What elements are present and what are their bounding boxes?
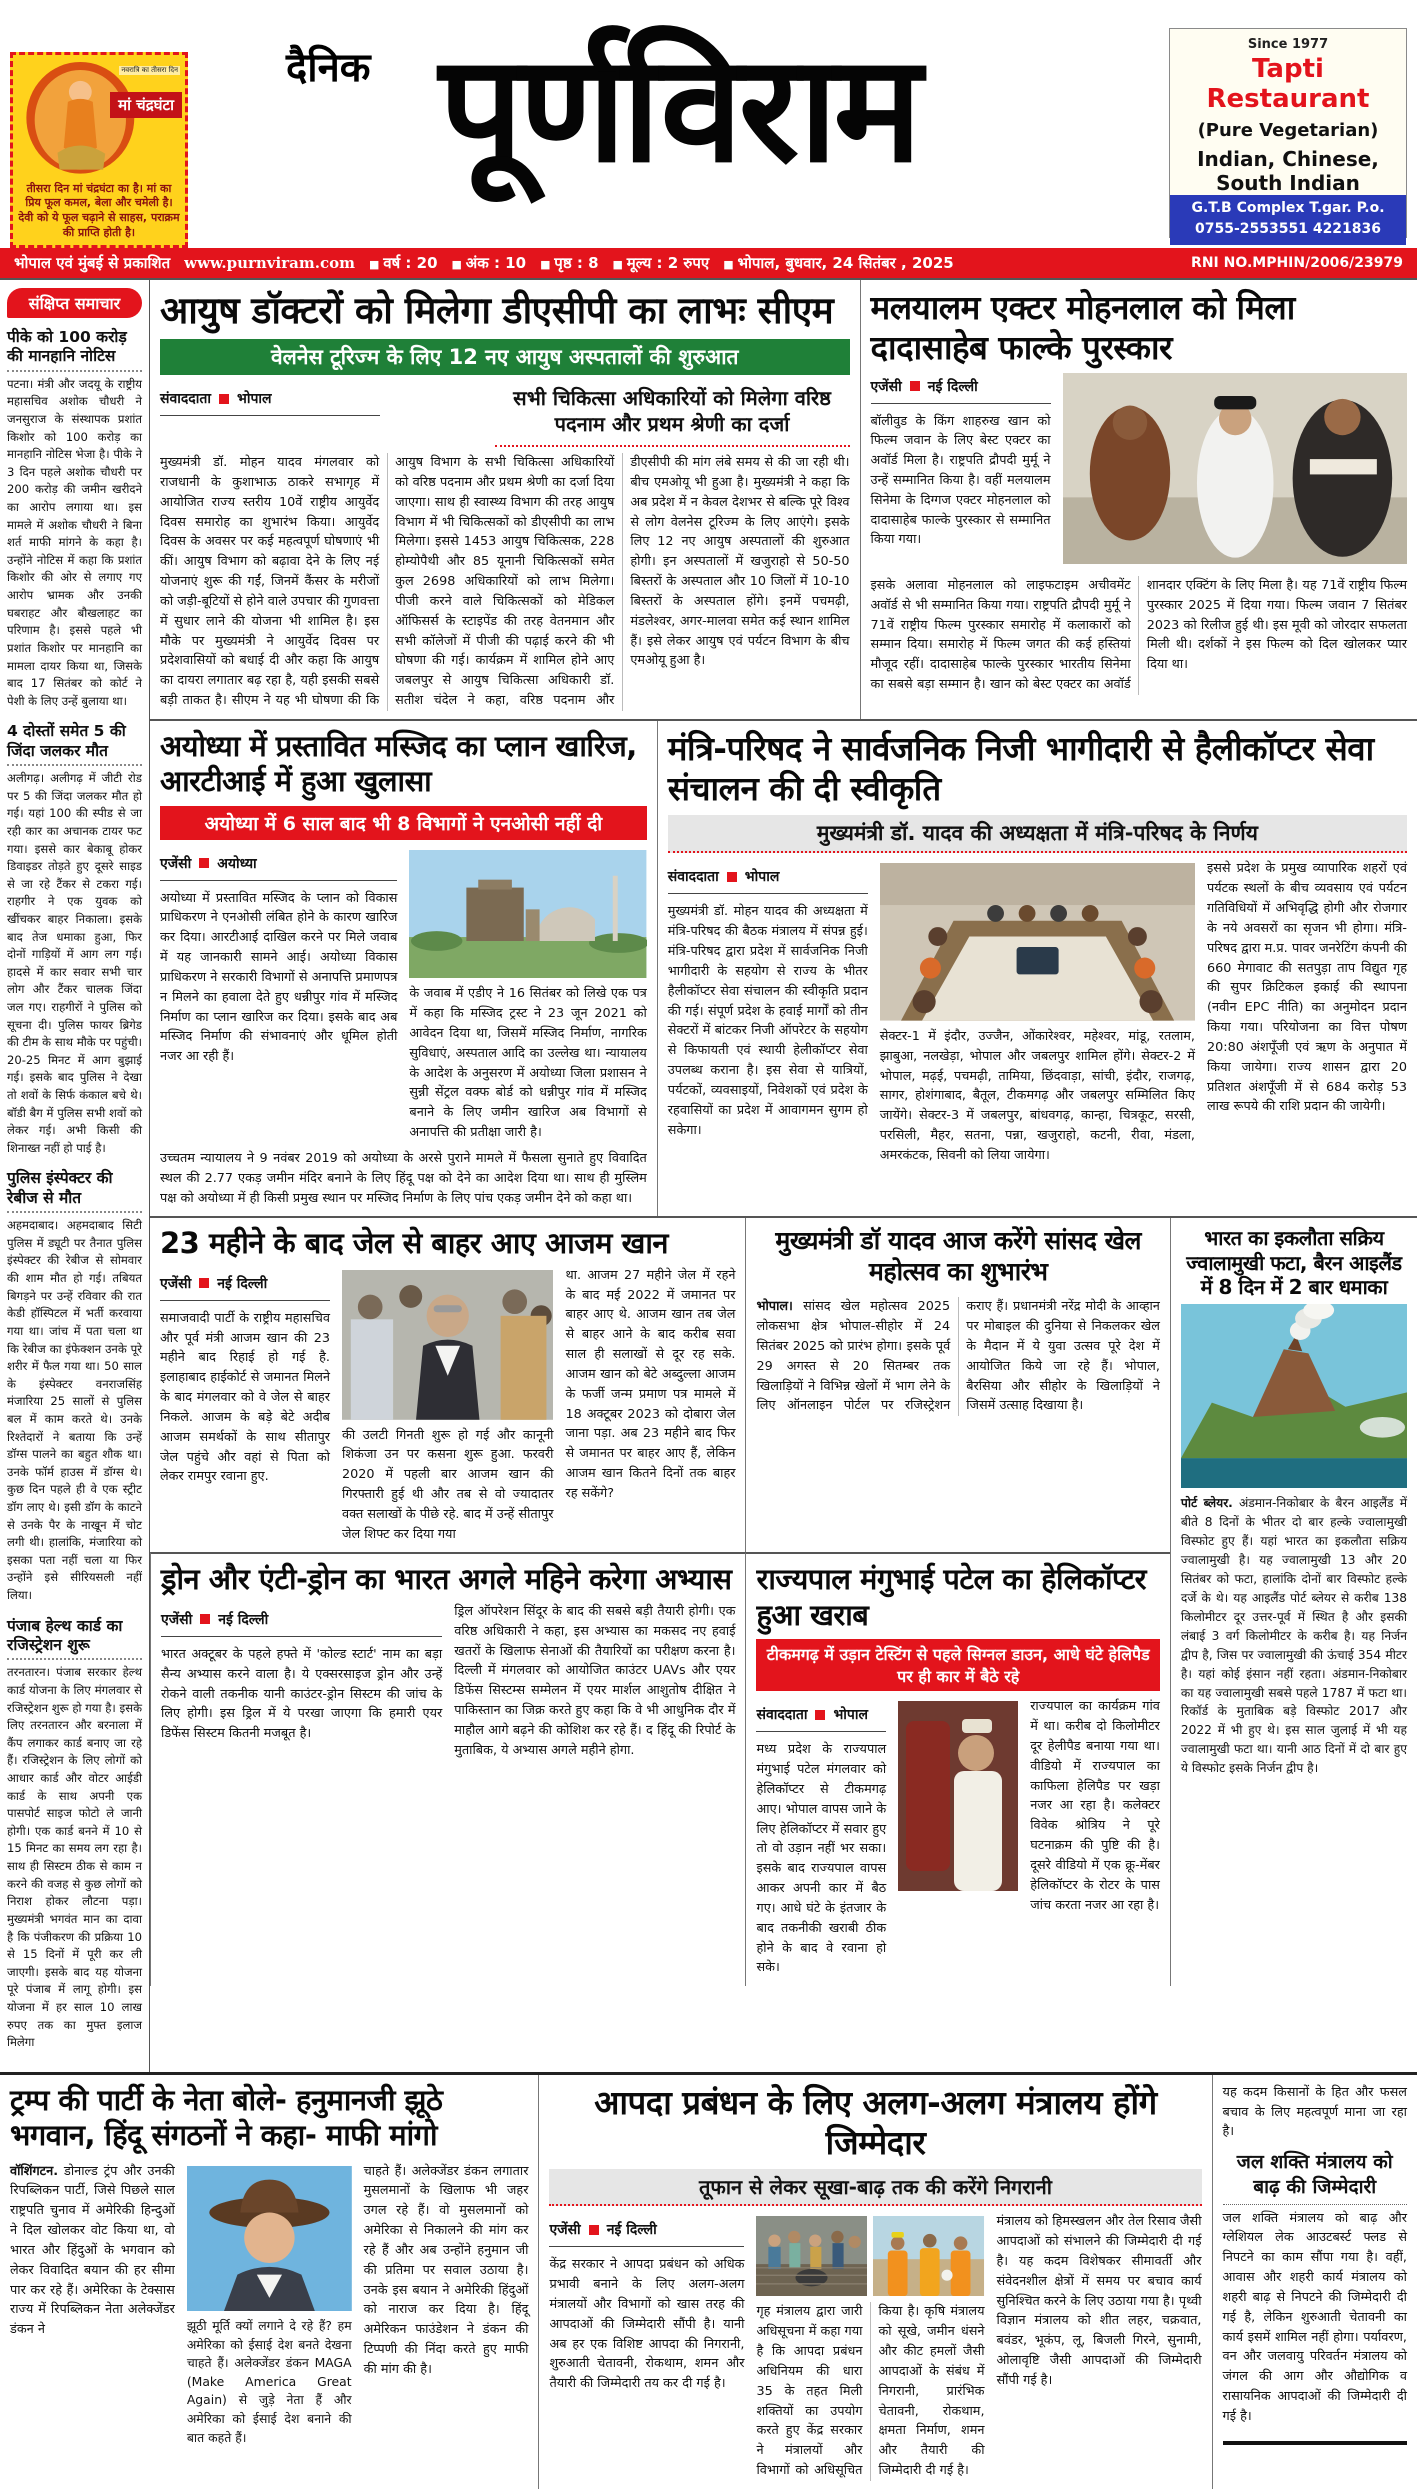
article-body: के जवाब में एडीए ने 16 सितंबर को लिखे एक पत्र में कहा कि मस्जिद ट्रस्ट ने 23 जून 2021 को आवेदन दिया था, जिसमें मस्जिद निर्माण, नागरिक सुविधाएं, अस्पताल आदि का उल्लेख था। न्यायालय के आदेश के अनुसरण में अयोध्या जिला प्रशासन ने सुन्नी सेंट्रल वक्फ बोर्ड को धन्नीपुर गांव में मस्जिद बनाने के लिए जमीन खारिज अब विभागों से अनापत्ति की प्रतीक्षा जारी है।	[409, 986, 647, 1141]
mosque-render-illustration	[409, 850, 646, 979]
article-khel-mahotsav	[745, 1218, 1169, 1552]
year-label: ■ वर्ष : 20	[369, 253, 438, 273]
article-body: की उलटी गिनती शुरू हो गई और कानूनी शिकंजा उन पर कसना शुरू हुआ. फरवरी 2020 में पहली बार आजम खान की गिरफ्तारी हुई थी और तब से वो ज्यादातर वक्त सलाखों के पीछे रहे. बाद में उन्हें सीतापुर जेल शिफ्ट कर दिया गया	[342, 1427, 554, 1542]
website-link[interactable]: www.purnviram.com	[184, 254, 355, 272]
article-band: मुख्यमंत्री डॉ. यादव की अध्यक्षता में मंत्रि-परिषद के निर्णय	[668, 815, 1407, 853]
article-body: बॉलीवुड के किंग शाहरुख खान को फिल्म जवान के लिए बेस्ट एक्टर का अवॉर्ड मिला है। राष्ट्रपति द्रौपदी मुर्मू ने उन्हें सम्मानित किया है। वहीं मलयालम सिनेमा के दिग्गज एक्टर मोहनलाल को दादासाहेब फाल्के पुरस्कार से सम्मानित किया गया।	[870, 413, 1051, 548]
article-body: भारत अक्टूबर के पहले हफ्ते में 'कोल्ड स्टार्ट' नाम का बड़ा सैन्य अभ्यास करने वाला है। ये एक्सरसाइज ड्रोन और उन्हें रोकने वाली तकनीक यानी काउंटर-ड्रोन सिस्टम की जांच के लिए होगी। इस ड्रिल में ये परखा जाएगा कि हमारी एयर डिफेंस सिस्टम कितनी मजबूत है।	[161, 1646, 443, 1742]
cowboy-portrait-illustration	[187, 2166, 352, 2311]
article-body: उच्चतम न्यायालय ने 9 नवंबर 2019 को अयोध्या के अरसे पुराने मामले में फैसला सुनाते हुए विवादित स्थल की 2.77 एकड़ जमीन मंदिर बनाने के लिए हिंदू पक्ष को देने का आदेश दिया था। साथ ही मुस्लिम पक्ष को अयोध्या में ही किसी प्रमुख स्थान पर मस्जिद निर्माण के लिए पांच एकड़ जमीन देने को कहा था।	[160, 1150, 647, 1206]
article-headline: आपदा प्रबंधन के लिए अलग-अलग मंत्रालय होंगे जिम्मेदार	[594, 2082, 1157, 2163]
brief-headline: पीके को 100 करोड़ की मानहानि नोटिस	[7, 328, 142, 372]
byline-square-icon	[199, 1278, 209, 1288]
rni-number: RNI NO.MPHIN/2006/23979	[1191, 255, 1403, 271]
article-band: वेलनेस टूरिज्म के लिए 12 नए आयुष अस्पतालों की शुरुआत	[160, 339, 850, 375]
nameplate-title: पूर्णविराम	[438, 23, 919, 195]
article-body: मध्य प्रदेश के राज्यपाल मंगुभाई पटेल मंगलवार को हेलिकॉप्टर से टीकमगढ़ आए। भोपाल वापस जाने के लिए हेलिकॉप्टर में सवार हुए तो वो उड़ान नहीं भर सका। इसके बाद राज्यपाल वापस आकर अपनी कार में बैठ गए। आधे घंटे के इंतजार के बाद तकनीकी खराबी ठीक होने के बाद वे रवाना हो सके।	[756, 1742, 887, 1976]
article-body: जल शक्ति मंत्रालय को बाढ़ और ग्लेशियल लेक आउटबर्स्ट फ्लड से निपटने का काम सौंपा गया है। वहीं, आवास और शहरी कार्य मंत्रालय को शहरी बाढ़ से निपटने की जिम्मेदारी दी गई है, लेकिन शुरुआती चेतावनी का कार्य इसमें शामिल नहीं होगा। पर्यावरण, वन और जलवायु परिवर्तन मंत्रालय को जंगल की आग और औद्योगिक व रासायनिक आपदाओं की जिम्मेदारी दी गई है।	[1222, 2210, 1407, 2424]
article-band: टीकमगढ़ में उड़ान टेस्टिंग से पहले सिग्नल डाउन, आधे घंटे हेलिपैड पर ही कार में बैठे रहे	[756, 1639, 1159, 1691]
article-body: इसके अलावा मोहनलाल को लाइफटाइम अचीवमेंट अवॉर्ड से भी सम्मानित किया गया। राष्ट्रपति द्रौपदी मुर्मू ने 71वें राष्ट्रीय फिल्म पुरस्कार समारोह में कलाकारों को सम्मान दिया। समारोह में फिल्म जगत की कई हस्तियां मौजूद रहीं। दादासाहेब फाल्के पुरस्कार भारतीय सिनेमा का सबसे बड़ा सम्मान है।	[870, 577, 1131, 692]
article-body: केंद्र सरकार ने आपदा प्रबंधन को अधिक प्रभावी बनाने के लिए अलग-अलग मंत्रालयों और विभागों को खास तरह की आपदाओं की जिम्मेदारी सौंपी है। यानी अब हर एक विशिष्ट आपदा की निगरानी, शुरुआती चेतावनी, रोकथाम, शमन और तैयारी की जिम्मेदारी तय कर दी गई है।	[549, 2257, 745, 2392]
ad-veg-label: (Pure Vegetarian)	[1197, 120, 1379, 141]
byline	[160, 1272, 330, 1301]
article-body: ड्रिल ऑपरेशन सिंदूर के बाद की सबसे बड़ी तैयारी होगी। एक वरिष्ठ अधिकारी ने कहा, इस अभ्यास का मकसद नए हवाई खतरों के खिलाफ सेनाओं की तैयारियों का परीक्षण करना है। दिल्ली में मंगलवार को आयोजित काउंटर UAVs और एयर डिफेंस सिस्टम्स सम्मेलन में एयर मार्शल आशुतोष दीक्षित ने पाकिस्तान का जिक्र करते हुए कहा कि वे भी आधुनिक दौर में माहौल आगे बढ़ने की कोशिश कर रहे हैं। द हिंदू की रिपोर्ट के मुताबिक, ये अभ्यास अगले महीने होगा.	[454, 1603, 736, 1758]
published-from: भोपाल एवं मुंबई से प्रकाशित	[14, 254, 171, 272]
governor-illustration	[898, 1701, 1018, 1891]
price-label: ■ मूल्य : 2 रुपए	[613, 253, 710, 273]
dateline-bar	[0, 248, 1417, 278]
article-headline: 23 महीने के बाद जेल से बाहर आए आजम खान	[160, 1226, 668, 1261]
article-body: झूठी मूर्ति क्यों लगाने दे रहे हैं? हम अमेरिका को ईसाई देश बनते देखना चाहते हैं। अलेक्जेंडर डंकन MAGA (Make America Great Again) से जुड़े नेता हैं और अमेरिका को ईसाई देश बनाने की बात कहते हैं।	[186, 2317, 352, 2445]
brief-item	[7, 328, 142, 710]
ad-address-block	[1170, 195, 1406, 245]
byline-place: नई दिल्ली	[606, 2222, 657, 2239]
article-headline: मलयालम एक्टर मोहनलाल को मिला दादासाहेब फाल्के पुरस्कार	[870, 288, 1295, 368]
briefs-title: संक्षिप्त समाचार	[7, 288, 142, 318]
article-dateline: पोर्ट ब्लेयर.	[1180, 1496, 1233, 1511]
republican-leader-photo	[187, 2166, 352, 2311]
cabinet-meeting-illustration	[880, 863, 1195, 1021]
sub-article-headline: जल शक्ति मंत्रालय को बाढ़ की जिम्मेदारी	[1223, 2150, 1407, 2204]
brief-body: तरनतारन। पंजाब सरकार हेल्थ कार्ड योजना के लिए मंगलवार से रजिस्ट्रेशन शुरू हो गया है। इसके लिए तरनतारन और बरनाला में कैंप लगाकर कार्ड बनाए जा रहे हैं। रजिस्ट्रेशन के लिए लोगों को आधार कार्ड और वोटर आईडी कार्ड के साथ अपनी एक पासपोर्ट साइज फोटो ले जानी होगी। एक कार्ड बनने में 10 से 15 मिनट का समय लग रहा है। साथ ही सिस्टम ठीक से काम न करने की वजह से कुछ लोगों को निराश होकर लौटना पड़ा। मुख्यमंत्री भगवंत मान का दावा है कि पंजीकरण की प्रक्रिया 10 से 15 दिनों में पूरी कर ली जाएगी। इसके बाद यह योजना पूरे पंजाब में लागू होगी। इस योजना में हर साल 10 लाख रुपए तक का मुफ्त इलाज मिलेगा	[7, 1665, 142, 2050]
article-band: तूफान से लेकर सूखा-बाढ़ तक की करेंगे निगरानी	[549, 2169, 1201, 2206]
byline-square-icon	[589, 2225, 599, 2235]
flood-photo	[756, 2216, 867, 2296]
byline-place: नई दिल्ली	[927, 378, 978, 395]
place-date: ■ भोपाल, बुधवार, 24 सितंबर , 2025	[723, 253, 954, 273]
byline-agency: एजेंसी	[160, 855, 192, 872]
article-body: सेक्टर-1 में इंदौर, उज्जैन, ओंकारेश्वर, महेश्वर, मांडू, रतलाम, झाबुआ, नलखेड़ा, भोपाल और जबलपुर शामिल होंगे। सेक्टर-2 में भोपाल, मढ़ई, पचमढ़ी, तामिया, छिंदवाड़ा, सांची, इंदौर, राजगढ़, सागर, होशंगाबाद, बैतूल, टीकमगढ़ और जबलपुर सम्मिलित किए जायेंगे। सेक्टर-3 में जबलपुर, बांधवगढ़, कान्हा, चित्रकूट, सरसी, परसिली, मैहर, सतना, पन्ना, खजुराहो, कटनी, रीवा, मंडला, अमरकंटक, सिवनी को लिया जायेगा।	[879, 1028, 1195, 1163]
award-ceremony-photo	[1063, 373, 1407, 564]
briefs-sidebar	[0, 280, 150, 2072]
article-headline: मुख्यमंत्री डॉ यादव आज करेंगे सांसद खेल महोत्सव का शुभारंभ	[775, 1226, 1141, 1286]
article-ayodhya	[150, 721, 657, 1216]
brief-item	[7, 722, 142, 1157]
byline-agency: एजेंसी	[161, 1611, 193, 1628]
article-body: मुख्यमंत्री डॉ. मोहन यादव की अध्यक्षता में मंत्रि-परिषद की बैठक मंत्रालय में संपन्न हुई। मंत्रि-परिषद द्वारा प्रदेश में सार्वजनिक निजी भागीदारी के सहयोग से राज्य के भीतर हैलीकॉप्टर सेवा संचालन की स्वीकृति प्रदान की गई। संपूर्ण प्रदेश के हवाई मार्गों को तीन सेक्टरों में बांटकर निजी ऑपरेटर के सहयोग से किफायती एवं स्थायी हेलीकॉप्टर सेवा उपलब्ध कराना है। इस सेवा से यात्रियों, पर्यटकों, व्यवसाइयों, निवेशकों एवं प्रदेश के रहवासियों का प्रदेश में आवागमन सुगम हो सकेगा।	[667, 904, 868, 1138]
article-volcano	[1170, 1218, 1417, 1986]
nameplate	[196, 10, 1161, 248]
azam-khan-illustration	[342, 1270, 553, 1420]
rescue-team-photo	[873, 2216, 984, 2296]
article-body: अंडमान-निकोबार के बैरन आइलैंड में बीते 8 दिनों के भीतर दो बार हल्के ज्वालामुखी विस्फोट हुए हैं। यहां भारत का इकलौता सक्रिय ज्वालामुखी है। यह ज्वालामुखी 13 और 20 सितंबर को फटा, हालांकि दोनों बार विस्फोट हल्के दर्जे के थे। यह आइलैंड पोर्ट ब्लेयर से करीब 138 किलोमीटर दूर उत्तर-पूर्व में स्थित है और इसकी लंबाई 3 वर्ग किलोमीटर के करीब है।	[1180, 1496, 1407, 1643]
article-governor	[745, 1552, 1169, 1986]
article-body: यह निर्जन द्वीप है, जिस पर ज्वालामुखी की ऊंचाई 354 मीटर है। यहां कोई इंसान नहीं रहता। अंडमान-निकोबार का यह ज्वालामुखी सबसे पहले 1787 में फटा था। रिकॉर्ड के मुताबिक बड़े विस्फोट 2017 और 2022 में भी हुए थे। इस साल जुलाई में भी यह ज्वालामुखी फटा था। यानी आठ दिनों में दो बार हुए ये विस्फोट इसके निर्जन द्वीप है।	[1180, 1628, 1407, 1776]
bottom-rule	[1223, 2441, 1407, 2445]
restaurant-ad	[1169, 28, 1407, 238]
byline	[668, 865, 868, 894]
article-body: खान को बेस्ट एक्टर का अवॉर्ड शानदार एक्टिंग के लिए मिला है। यह 71वें राष्ट्रीय फिल्म पुरस्कार 2025 में दिया गया। फिल्म जवान 7 सितंबर 2023 को रिलीज हुई थी। इस मूवी को जोरदार सफलता मिली थी। दर्शकों ने इस फिल्म को दिल खोलकर प्यार दिया था।	[990, 577, 1407, 692]
article-dateline: भोपाल।	[756, 1299, 793, 1315]
byline-place: भोपाल	[833, 1707, 869, 1724]
byline-place: नई दिल्ली	[218, 1611, 269, 1628]
article-body: मंत्रालय को हिमस्खलन और तेल रिसाव जैसी आपदाओं को संभालने की जिम्मेदारी दी गई है। यह कदम विशेषकर सीमावर्ती और संवेदनशील क्षेत्रों में समय पर बचाव कार्य सुनिश्चित करने के लिए उठाया गया है। पृथ्वी विज्ञान मंत्रालय को शीत लहर, चक्रवात, बवंडर, भूकंप, लू, बिजली गिरने, सुनामी, ओलावृष्टि जैसी आपदाओं की जिम्मेदारी सौंपी गई है।	[996, 2214, 1202, 2388]
rescue-team-illustration	[873, 2216, 984, 2296]
article-body: था. आजम 27 महीने जेल में रहने के बाद मई 2022 में जमानत पर बाहर आए थे. आजम खान तब जेल से बाहर आने के बाद करीब सवा साल ही सलाखों से दूर रह सके. आजम खान को बेटे अब्दुल्ला आजम के फर्जी जन्म प्रमाण पत्र मामले में 18 अक्टूबर 2023 को दोबारा जेल जाना पड़ा. अब 23 महीने बाद फिर से जमानत पर बाहर आए हैं, लेकिन आजम खान कितने दिनों तक बाहर रह सकेंगे?	[565, 1267, 736, 1501]
award-ceremony-illustration	[1063, 373, 1407, 564]
article-body: सांसद खेल महोत्सव 2025 लोकसभा क्षेत्र भोपाल-सीहोर में 24 सितंबर 2025 को प्रारंभ होगा। इसके पूर्व 29 अगस्त से 20 सितम्बर तक खिलाड़ियों ने विभिन्न खेलों में भाग लेने के लिए ऑनलाइन पोर्टल पर रजिस्ट्रेशन कराए हैं। प्रधानमंत्री नरेंद्र मोदी के आव्हान पर मोबाइल की दुनिया से निकलकर खेल के मैदान में ये युवा उत्सव पूरे देश में आयोजित किये जा रहे हैं। भोपाल, बैरसिया और सीहोर के खिलाड़ियों ने जिसमें उत्साह दिखाया है।	[756, 1299, 1160, 1414]
byline-square-icon	[910, 381, 920, 391]
byline	[549, 2218, 744, 2247]
nameplate-daily: दैनिक	[286, 45, 371, 91]
ad-cuisine: Indian, Chinese, South Indian	[1197, 147, 1379, 195]
devi-day-label: नवरात्रि का तीसरा दिन	[121, 66, 178, 74]
byline-square-icon	[199, 858, 209, 868]
devi-name-badge: मां चंद्रघंटा	[110, 92, 182, 118]
byline-place: भोपाल	[236, 391, 272, 408]
article-headline: मंत्रि-परिषद ने सार्वजनिक निजी भागीदारी से हैलीकॉप्टर सेवा संचालन की दी स्वीकृति	[667, 728, 1374, 809]
byline-square-icon	[219, 394, 229, 404]
volcano-photo	[1181, 1304, 1407, 1489]
article-azam	[150, 1218, 745, 1552]
cabinet-meeting-photo	[880, 863, 1195, 1021]
devi-caption: तीसरा दिन मां चंद्रघंटा का है। मां का प्रिय फूल कमल, बेला और चमेली है। देवी को ये फूल चढ़ाने से साहस, पराक्रम की प्राप्ति होती है।	[18, 181, 180, 240]
goddess-photo	[16, 58, 182, 178]
brief-body: अहमदाबाद। अहमदाबाद सिटी पुलिस में ड्यूटी पर तैनात पुलिस इंस्पेक्टर की रेबीज से सोमवार की शाम मौत हो गई। तबियत बिगड़ने पर उन्हें रविवार की रात केडी हॉस्पिटल में भर्ती करवाया गया था। जांच में पता चला था कि रेबीज का इंफेक्शन उनके पूरे शरीर में फैल गया था। 50 साल के इंस्पेक्टर वनराजसिंह मंजारिया 25 सालों से पुलिस बल में काम करते थे। उनके रिश्तेदारों ने बताया कि उन्हें डॉग्स पालने का बहुत शौक था। उनके फॉर्म हाउस में डॉग्स थे। कुछ दिन पहले ही वे एक स्ट्रीट डॉग लाए थे। इसी डॉग के काटने से उनके पैर के नाखून में चोट लगी थी। हालांकि, मंजारिया को इसका पता नहीं चला या फिर उन्होंने इसे सीरियसली नहीं लिया।	[7, 1218, 142, 1603]
brief-headline: 4 दोस्तों समेत 5 की जिंदा जलकर मौत	[7, 722, 142, 766]
article-headline: आयुष डॉक्टरों को मिलेगा डीएसीपी का लाभः सीएम	[160, 289, 834, 332]
byline	[756, 1703, 886, 1732]
ad-name: Tapti Restaurant	[1206, 54, 1370, 114]
devi-box	[10, 52, 188, 248]
article-disaster	[538, 2075, 1211, 2489]
article-headline: राज्यपाल मंगुभाई पटेल का हेलिकॉप्टर हुआ खराब	[756, 1562, 1147, 1632]
byline-square-icon	[200, 1614, 210, 1624]
byline-place: नई दिल्ली	[217, 1275, 268, 1292]
byline-square-icon	[727, 872, 737, 882]
brief-headline: पंजाब हेल्थ कार्ड का रजिस्ट्रेशन शुरू	[7, 1617, 142, 1661]
article-trump	[0, 2075, 538, 2489]
ad-phone: 0755-2553551 4221836	[1194, 221, 1382, 237]
article-headline: ड्रोन और एंटी-ड्रोन का भारत अगले महिने करेगा अभ्यास	[161, 1562, 732, 1597]
mosque-render-photo	[409, 850, 646, 979]
article-dateline: वॉशिंगटन.	[10, 2163, 59, 2179]
byline-place: भोपाल	[744, 869, 780, 886]
article-headline: भारत का इकलौता सक्रिय ज्वालामुखी फटा, बैरन आइलैंड में 8 दिन में 2 बार धमाका	[1186, 1226, 1402, 1300]
article-headline: अयोध्या में प्रस्तावित मस्जिद का प्लान खारिज, आरटीआई में हुआ खुलासा	[160, 728, 637, 799]
brief-body: अलीगढ़। अलीगढ़ में जीटी रोड पर 5 की जिंदा जलकर मौत हो गई। यहां 100 की स्पीड से जा रही कार का अचानक टायर फट गया। इससे कार बेकाबू होकर डिवाइडर तोड़ते हुए दूसरे साइड से जा रहे टैंकर से टकरा गई। राहगीर ने एक युवक को खींचकर बाहर निकाला। इसके बाद तेज धमाका हुआ, फिर दोनों गाड़ियों में आग लग गई। हादसे में कार सवार सभी चार लोग और टैंकर चालक जिंदा जल गए। राहगीरों ने पुलिस को सूचना दी। पुलिस फायर ब्रिगेड की टीम के साथ मौके पर पहुंची। 20-25 मिनट में आग बुझाई गई। इसके बाद पुलिस ने देखा तो शवों के सिर्फ कंकाल बचे थे। बॉडी बैग में पुलिस सभी शवों को लेकर गई। अभी किसी की शिनाख्त नहीं हो पाई है।	[7, 771, 142, 1155]
article-subhead: सभी चिकित्सा अधिकारियों को मिलेगा वरिष्ठ पदनाम और प्रथम श्रेणी का दर्जा	[495, 381, 850, 447]
ad-address: G.T.B Complex T.gar. P.o.	[1191, 200, 1385, 216]
byline-agency: एजेंसी	[160, 1275, 192, 1292]
brief-item	[7, 1617, 142, 2052]
article-body: बीच एमओयू भी हुआ है। मुख्यमंत्री ने कहा कि अब प्रदेश में न केवल देशभर से बल्कि पूरे विश्व से लोग वेलनेस टूरिज्म के लिए आएंगे। इसके लिए 12 नए आयुष अस्पतालों की शुरुआत होगी। इन अस्पतालों में खजुराहो से 50-50 बिस्तरों के अस्पताल और 10 जिलों में 10-10 बिस्तरों के अस्पताल होंगे। इनमें पचमढ़ी, मंडलेश्वर, अगर-मालवा समेत कई स्थान शामिल हैं। इसे लेकर आयुष एवं पर्यटन विभाग के बीच एमओयू हुआ है।	[630, 474, 850, 669]
byline-agency: एजेंसी	[870, 378, 902, 395]
azam-khan-photo	[342, 1270, 553, 1420]
article-cabinet	[657, 721, 1417, 1216]
ad-since: Since 1977	[1247, 37, 1329, 52]
pages-label: ■ पृष्ठ : 8	[540, 253, 598, 273]
article-body: मुख्यमंत्री डॉ. मोहन यादव मंगलवार को राजधानी के कुशाभाऊ ठाकरे सभागृह में आयोजित राज्य स्तरीय 10वें राष्ट्रीय आयुर्वेद दिवस समारोह का शुभारंभ किया। आयुर्वेद दिवस के अवसर पर कई महत्वपूर्ण घोषणाएं भी कीं। आयुष विभाग को बढ़ावा देने के लिए नई योजनाएं शुरू की गईं, जिनमें कैंसर के मरीजों को जड़ी-बूटियों से होने वाले उपचार की गुणवत्ता में सुधार लाने की योजना भी शामिल है। इस मौके पर मुख्यमंत्री ने आयुर्वेद दिवस पर प्रदेशवासियों को बधाई दी और कहा कि आयुष का दायरा लगातार बढ़ रहा है, यही इसकी सबसे बड़ी ताकत है।	[160, 455, 380, 709]
article-headline: ट्रम्प की पार्टी के नेता बोले- हनुमानजी झूठे भगवान, हिंदू संगठनों ने कहा- माफी मांगो	[10, 2082, 443, 2153]
article-body: चाहते हैं। अलेक्जेंडर डंकन लगातार मुसलमानों के खिलाफ भी जहर उगल रहे हैं। वो मुसलमानों को अमेरिका से निकालने की मांग कर रहे हैं और अब उन्होंने हनुमान जी की प्रतिमा पर सवाल उठाया है। उनके इस बयान ने अमेरिकी हिंदुओं को नाराज कर दिया है। हिंदू अमेरिकन फाउंडेशन ने डंकन की टिप्पणी की निंदा करते हुए माफी की मांग की है।	[363, 2163, 529, 2377]
byline	[871, 375, 1051, 404]
byline-agency: संवाददाता	[160, 391, 211, 408]
issue-label: ■ अंक : 10	[452, 253, 527, 273]
brief-headline: पुलिस इंस्पेक्टर की रेबीज से मौत	[7, 1169, 142, 1213]
volcano-illustration	[1181, 1304, 1407, 1489]
masthead	[0, 0, 1417, 248]
byline-agency: संवाददाता	[667, 869, 719, 886]
byline-agency: संवाददाता	[756, 1707, 808, 1724]
jal-shakti-column	[1212, 2075, 1417, 2489]
article-body: गृह मंत्रालय द्वारा जारी अधिसूचना में कहा गया है कि आपदा प्रबंधन अधिनियम की धारा 35 के तहत मिली शक्तियों का उपयोग करते हुए केंद्र सरकार ने मंत्रालयों और विभागों को अधिसूचित किया है। कृषि मंत्रालय को सूखे, जमीन धंसने और कीट हमलों जैसी आपदाओं के संबंध में निगरानी, प्रारंभिक चेतावनी, रोकथाम, क्षमता निर्माण, शमन और तैयारी की जिम्मेदारी दी गई है।	[756, 2304, 985, 2479]
byline-place: अयोध्या	[217, 855, 257, 872]
byline-square-icon	[815, 1710, 825, 1720]
byline-agency: एजेंसी	[549, 2222, 581, 2239]
brief-body: पटना। मंत्री और जदयू के राष्ट्रीय महासचिव अशोक चौधरी ने जनसुराज के संस्थापक प्रशांत किशोर को 100 करोड़ का मानहानि नोटिस भेजा है। पीके ने 3 दिन पहले अशोक चौधरी पर 200 करोड़ की जमीन खरीदने का आरोप लगाया था। इस मामले में अशोक चौधरी ने बिना शर्त माफी मांगने के कहा है। उन्होंने नोटिस में कहा कि प्रशांत किशोर की ओर से लगाए गए आरोप भ्रामक और उनकी घबराहट और बौखलाहट का परिणाम है। इससे पहले भी प्रशांत किशोर पर मानहानि का मामला दायर किया था, जिसके बाद 17 सितंबर को कोर्ट ने पेशी के लिए उन्हें बुलाया था।	[7, 376, 142, 708]
article-body: इससे प्रदेश के प्रमुख व्यापारिक शहरों एवं पर्यटक स्थलों के बीच व्यवसाय एवं पर्यटन गतिविधियों में अभिवृद्धि होगी और रोजगार के नये अवसरों का सृजन भी होगा। मंत्रि-परिषद द्वारा म.प्र. पावर जनरेटिंग कंपनी की 660 मेगावाट की सतपुड़ा ताप विद्युत गृह की सुपर क्रिटिकल इकाई की स्थापना (नवीन EPC नीति) का अनुमोदन प्रदान किया गया। परियोजना का वित्त पोषण 20:80 अंशपूँजी एवं ऋण के अनुपात में किया जायेगा। राज्य शासन द्वारा 20 प्रतिशत अंशपूँजी में से 684 करोड़ 53 लाख रूपये की राशि प्रदान की जायेगी।	[1206, 861, 1407, 1115]
article-mohanlal	[860, 280, 1417, 719]
article-body: यह कदम किसानों के हित और फसल बचाव के लिए महत्वपूर्ण माना जा रहा है।	[1222, 2084, 1407, 2140]
article-body: डोनाल्ड ट्रंप और उनकी रिपब्लिकन पार्टी, जिसे पिछले साल राष्ट्रपति चुनाव में अमेरिकी हिन्दुओं ने दिल खोलकर वोट किया था, वो भारत और हिंदुओं के भगवान को लेकर विवादित बयान की हर सीमा पार कर रहे हैं। अमेरिका के टेक्सास राज्य में रिपब्लिकन नेता अलेक्जेंडर डंकन ने	[10, 2163, 175, 2338]
article-body: समाजवादी पार्टी के राष्ट्रीय महासचिव और पूर्व मंत्री आजम खान की 23 महीने बाद रिहाई हो गई है. इलाहाबाद हाईकोर्ट से जमानत मिलने के बाद मंगलवार को वे जेल से बाहर निकले. आजम के बड़े बेटे अदीब आजम समर्थकों के साथ सीतापुर जेल पहुंचे और वहां से पिता को लेकर रामपुर रवाना हुए.	[160, 1310, 330, 1485]
byline	[161, 1608, 442, 1637]
flood-illustration	[756, 2216, 867, 2296]
byline	[160, 852, 397, 881]
article-ayush	[150, 280, 860, 719]
article-band: अयोध्या में 6 साल बाद भी 8 विभागों ने एनओसी नहीं दी	[160, 806, 647, 840]
byline	[160, 387, 380, 416]
article-body: अयोध्या में प्रस्तावित मस्जिद के प्लान को विकास प्राधिकरण ने एनओसी लंबित होने के कारण खारिज कर दिया। आरटीआई दाखिल करने पर मिले जवाब में यह जानकारी सामने आई। अयोध्या विकास प्राधिकरण ने सरकारी विभागों से अनापत्ति प्रमाणपत्र न मिलने का हवाला देते हुए धन्नीपुर गांव में मस्जिद निर्माण का प्लान खारिज कर दिया। इसके बाद अब मस्जिद निर्माण की संभावनाएं और धूमिल होती नजर आ रही हैं।	[160, 890, 398, 1065]
article-drone	[150, 1552, 745, 1986]
article-body: राज्यपाल का कार्यक्रम गांव में था। करीब दो किलोमीटर दूर हेलीपैड बनाया गया था। वीडियो में राज्यपाल का काफिला हेलिपैड पर खड़ा नजर आ रहा है। कलेक्टर विवेक श्रोत्रिय ने पूरे घटनाक्रम की पुष्टि की है। दूसरे वीडियो में एक क्रू-मेंबर हेलिकॉप्टर के रोटर के पास जांच करता नजर आ रहा है।	[1030, 1699, 1160, 1913]
article-body: सीएम ने यह भी घोषणा की कि आयुष विभाग के सभी चिकित्सा अधिकारियों को वरिष्ठ पदनाम और प्रथम श्रेणी का दर्जा दिया जाएगा। साथ ही स्वास्थ्य विभाग की तरह आयुष विभाग में भी चिकित्सकों को डीएसीपी का लाभ मिलेगा। इससे 1453 आयुष चिकित्सक, 228 होम्योपैथी और 85 यूनानी चिकित्सकों समेत कुल 2698 अधिकारियों को लाभ मिलेगा। पीजी करने वाले चिकित्सकों को मेडिकल ऑफिसर्स के स्टाइपेंड की तरह वेतनमान और सभी कॉलेजों में पीजी की पढ़ाई करने की भी घोषणा की गई। कार्यक्रम में शामिल होने आए जबलपुर से आयुष चिकित्सा अधिकारी डॉ. सतीश चंदेल ने कहा, वरिष्ठ पदनाम और डीएसीपी की मांग लंबे समय से की जा रही थी।	[231, 455, 850, 709]
brief-item	[7, 1169, 142, 1604]
governor-photo	[898, 1701, 1018, 1972]
